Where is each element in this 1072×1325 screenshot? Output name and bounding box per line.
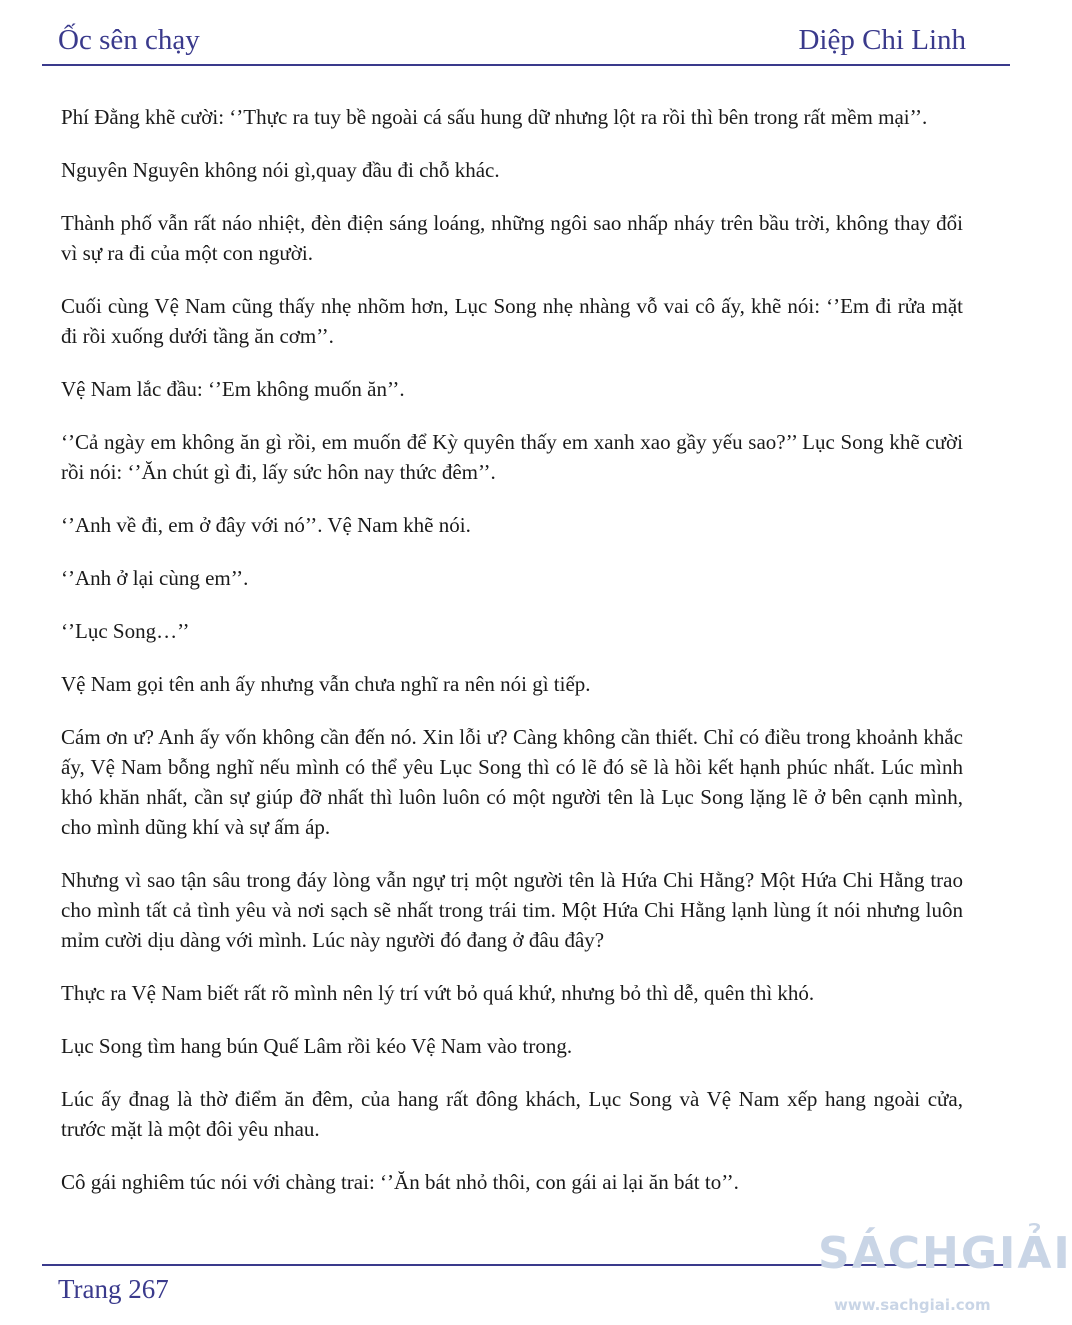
paragraph: Thực ra Vệ Nam biết rất rõ mình nên lý trí vứt bỏ quá khứ, nhưng bỏ thì dễ, quên thì khó. bbox=[61, 981, 815, 1005]
page-body bbox=[61, 102, 963, 1220]
paragraph: Vệ Nam lắc đầu: ‘’Em không muốn ăn’’. bbox=[61, 377, 405, 401]
paragraph: ‘’Anh về đi, em ở đây với nó’’. Vệ Nam khẽ nói. bbox=[61, 513, 471, 537]
paragraph: ‘’Anh ở lại cùng em’’. bbox=[61, 566, 249, 590]
paragraph: Nguyên Nguyên không nói gì,quay đầu đi chỗ khác. bbox=[61, 158, 500, 182]
paragraph: Cô gái nghiêm túc nói với chàng trai: ‘’Ăn bát nhỏ thôi, con gái ai lại ăn bát to’’. bbox=[61, 1170, 739, 1194]
paragraph: Lục Song tìm hang bún Quế Lâm rồi kéo Vệ Nam vào trong. bbox=[61, 1034, 573, 1058]
watermark-url: www.sachgiai.com bbox=[834, 1296, 991, 1314]
paragraph: ‘’Cả ngày em không ăn gì rồi, em muốn để Kỳ quyên thấy em xanh xao gầy yếu sao?’’ Lục Song khẽ cười rồi nói: ‘’Ăn chút gì đi, lấy sức hôn nay thức đêm’’. bbox=[61, 430, 963, 484]
paragraph: ‘’Lục Song…’’ bbox=[61, 619, 190, 643]
paragraph: Cám ơn ư? Anh ấy vốn không cần đến nó. Xin lỗi ư? Càng không cần thiết. Chỉ có điều trong khoảnh khắc ấy, Vệ Nam bỗng nghĩ nếu mình có thể yêu Lục Song thì có lẽ đó sẽ là hồi kết hạnh phúc nhất. Lúc mình khó khăn nhất, cần sự giúp đỡ nhất thì luôn luôn có một người tên là Lục Song lặng lẽ ở bên cạnh mình, cho mình dũng khí và sự ấm áp. bbox=[61, 725, 963, 839]
page-number: Trang 267 bbox=[58, 1274, 169, 1304]
paragraph: Thành phố vẫn rất náo nhiệt, đèn điện sáng loáng, những ngôi sao nhấp nháy trên bầu trời, không thay đổi vì sự ra đi của một con người. bbox=[61, 211, 963, 265]
paragraph: Vệ Nam gọi tên anh ấy nhưng vẫn chưa nghĩ ra nên nói gì tiếp. bbox=[61, 672, 591, 696]
author-name: Diệp Chi Linh bbox=[798, 24, 966, 56]
header-divider bbox=[42, 64, 1010, 66]
paragraph: Lúc ấy đnag là thờ điểm ăn đêm, của hang rất đông khách, Lục Song và Vệ Nam xếp hang ngoài cửa, trước mặt là một đôi yêu nhau. bbox=[61, 1087, 963, 1141]
paragraph: Cuối cùng Vệ Nam cũng thấy nhẹ nhõm hơn, Lục Song nhẹ nhàng vỗ vai cô ấy, khẽ nói: ‘’Em đi rửa mặt đi rồi xuống dưới tầng ăn cơm’’. bbox=[61, 294, 963, 348]
book-title: Ốc sên chạy bbox=[58, 24, 200, 56]
watermark-logo: SÁCHGIẢI bbox=[818, 1228, 1072, 1279]
paragraph: Nhưng vì sao tận sâu trong đáy lòng vẫn ngự trị một người tên là Hứa Chi Hằng? Một Hứa Chi Hằng trao cho mình tất cả tình yêu và nơi sạch sẽ nhất trong trái tim. Một Hứa Chi Hằng lạnh lùng ít nói nhưng luôn mỉm cười dịu dàng với mình. Lúc này người đó đang ở đâu đây? bbox=[61, 868, 963, 952]
paragraph: Phí Đằng khẽ cười: ‘’Thực ra tuy bề ngoài cá sấu hung dữ nhưng lột ra rồi thì bên trong rất mềm mại’’. bbox=[61, 105, 928, 129]
